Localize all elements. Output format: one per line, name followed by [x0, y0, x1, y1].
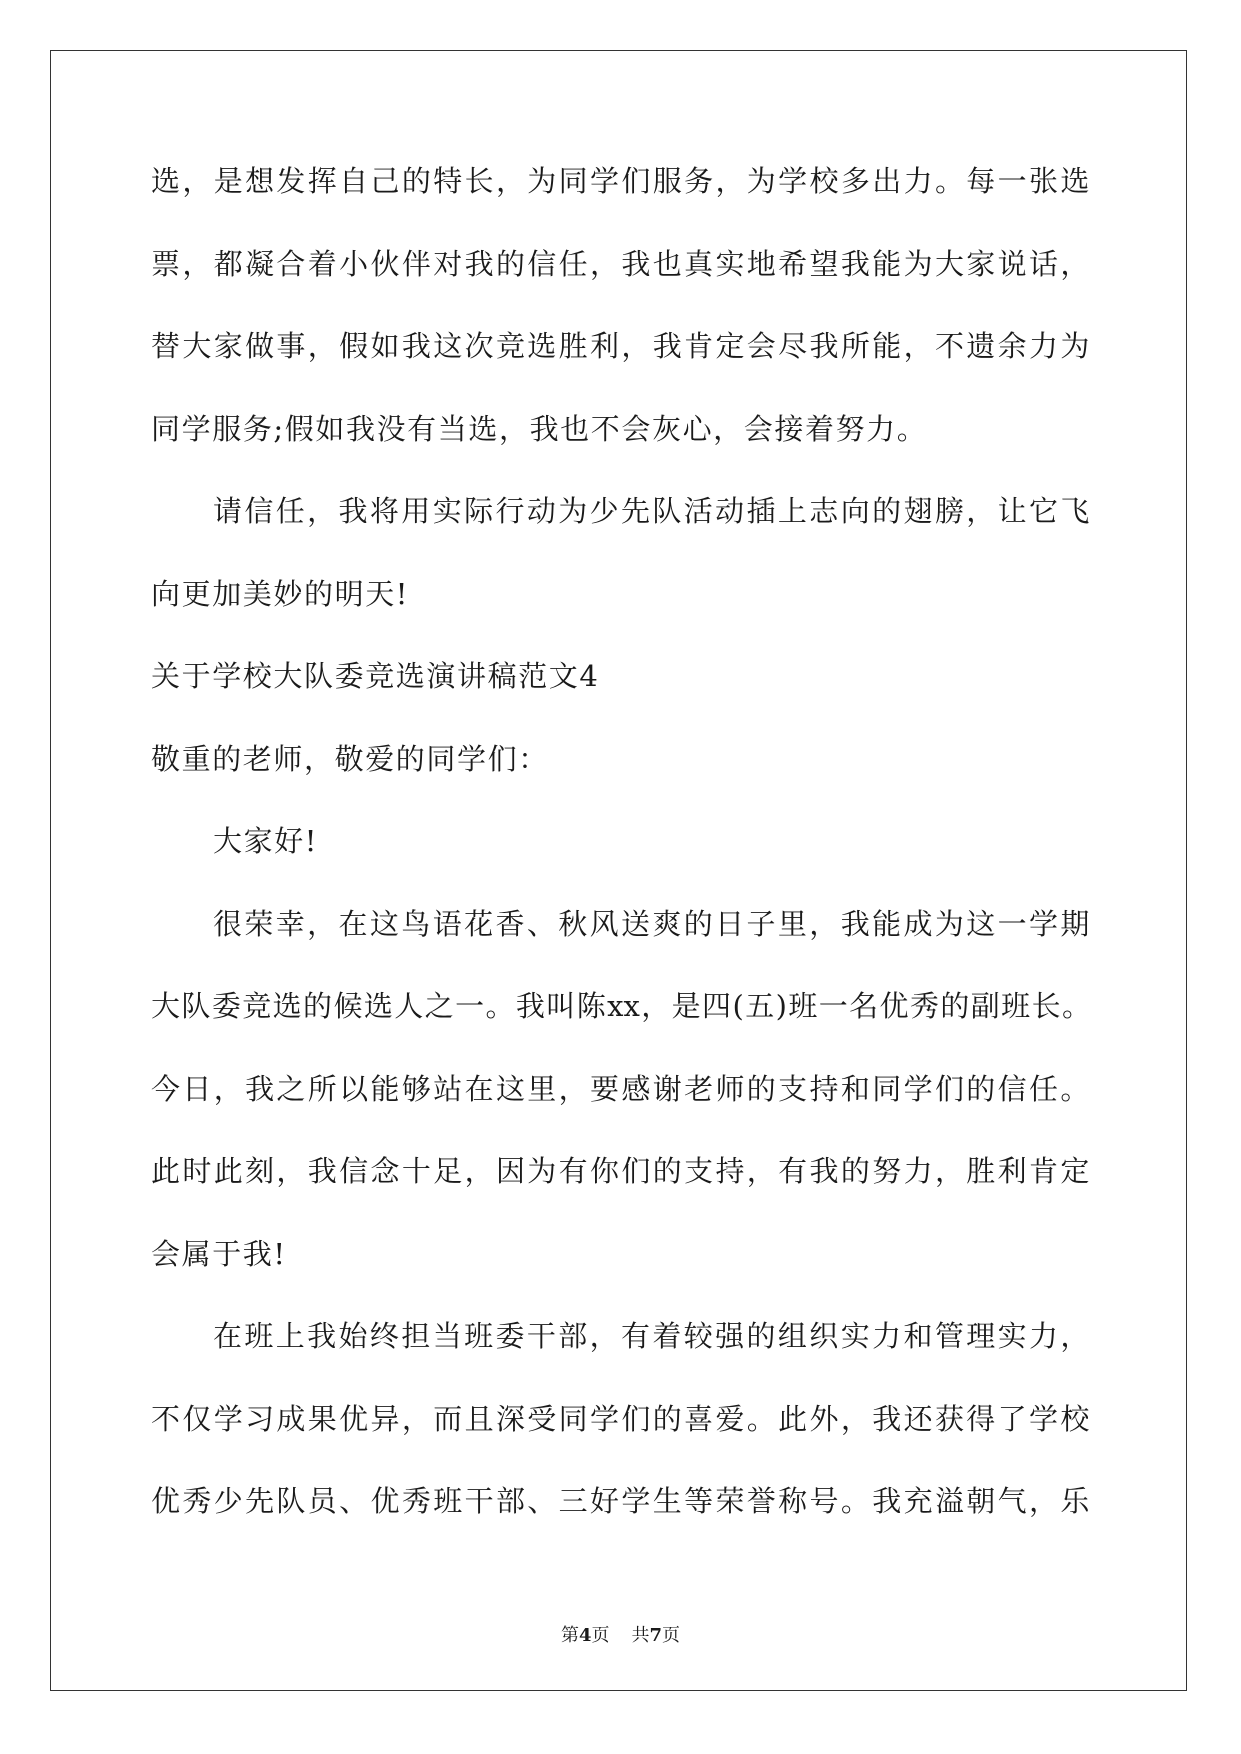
- salutation: 敬重的老师，敬爱的同学们：: [151, 741, 549, 776]
- current-page-number: 4: [578, 1625, 592, 1646]
- footer-page-suffix: 页: [591, 1625, 610, 1646]
- page-footer: [0, 1625, 1241, 1647]
- body-line: 替大家做事，假如我这次竞选胜利，我肯定会尽我所能，不遗余力为: [151, 329, 1091, 363]
- document-body: [151, 163, 1091, 1566]
- body-line: 同学服务;假如我没有当选，我也不会灰心，会接着努力。: [151, 411, 928, 446]
- section-heading: 关于学校大队委竞选演讲稿范文4: [151, 659, 600, 693]
- body-line: 此时此刻，我信念十足，因为有你们的支持，有我的努力，胜利肯定: [151, 1154, 1091, 1188]
- total-page-number: 7: [649, 1625, 663, 1646]
- body-line: 很荣幸，在这鸟语花香、秋风送爽的日子里，我能成为这一学期: [213, 906, 1091, 941]
- body-line: 大队委竞选的候选人之一。我叫陈xx，是四(五)班一名优秀的副班长。: [151, 989, 1091, 1023]
- body-line: 选，是想发挥自己的特长，为同学们服务，为学校多出力。每一张选: [151, 164, 1091, 198]
- footer-total-prefix: 共: [631, 1625, 650, 1646]
- body-line: 优秀少先队员、优秀班干部、三好学生等荣誉称号。我充溢朝气，乐: [151, 1484, 1091, 1518]
- body-line: 会属于我!: [151, 1236, 287, 1271]
- body-line: 票，都凝合着小伙伴对我的信任，我也真实地希望我能为大家说话，: [151, 246, 1091, 281]
- body-line: 请信任，我将用实际行动为少先队活动插上志向的翅膀，让它飞: [213, 494, 1091, 528]
- body-line: 今日，我之所以能够站在这里，要感谢老师的支持和同学们的信任。: [151, 1071, 1091, 1106]
- body-line: 向更加美妙的明天!: [151, 576, 410, 611]
- body-line: 在班上我始终担当班委干部，有着较强的组织实力和管理实力，: [213, 1319, 1091, 1353]
- footer-total-suffix: 页: [662, 1625, 681, 1646]
- greeting: 大家好!: [213, 824, 319, 858]
- body-line: 不仅学习成果优异，而且深受同学们的喜爱。此外，我还获得了学校: [151, 1401, 1091, 1436]
- footer-prefix: 第: [560, 1625, 579, 1646]
